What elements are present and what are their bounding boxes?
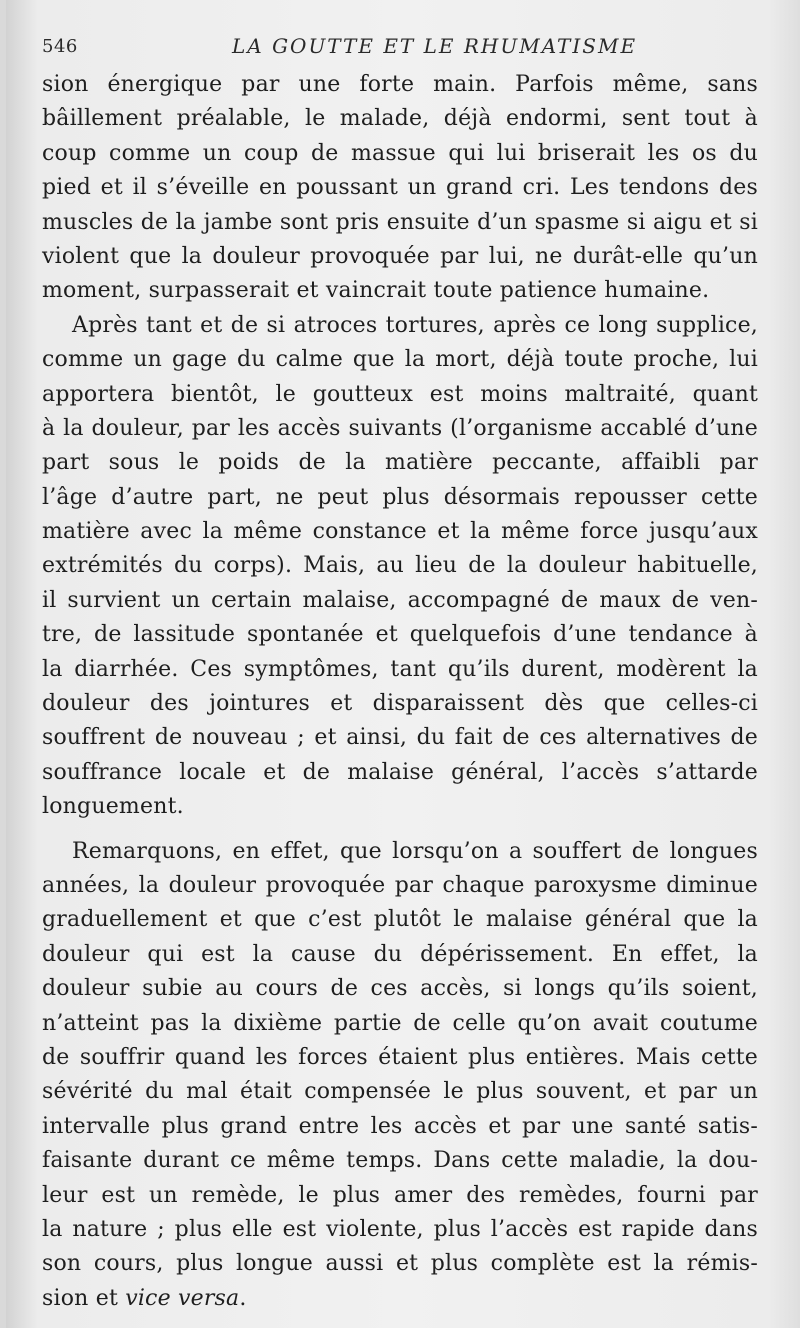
text-line: comme un gage du calme que la mort, déjà toute proche, lui bbox=[42, 347, 758, 373]
paragraph bbox=[42, 309, 758, 825]
page-header bbox=[42, 32, 758, 62]
text-line: bâillement préalable, le malade, déjà endormi, sent tout à bbox=[42, 106, 758, 132]
text-line: apportera bientôt, le goutteux est moins maltraité, quant bbox=[42, 381, 758, 407]
text-line: matière avec la même constance et la même force jusqu’aux bbox=[42, 519, 758, 545]
text-line: souffrent de nouveau ; et ainsi, du fait de ces alternatives de bbox=[42, 725, 758, 751]
text-line: sévérité du mal était compensée le plus souvent, et par un bbox=[42, 1079, 758, 1105]
text-line: sion énergique par une forte main. Parfois même, sans bbox=[42, 72, 758, 97]
text-line: leur est un remède, le plus amer des remèdes, fourni par bbox=[42, 1182, 758, 1208]
book-page bbox=[6, 0, 800, 1328]
text-line: douleur qui est la cause du dépérissement. En effet, la bbox=[42, 941, 758, 967]
text-line: moment, surpasserait et vaincrait toute patience humaine. bbox=[42, 278, 710, 304]
text-line: faisante durant ce même temps. Dans cette maladie, la dou- bbox=[42, 1148, 758, 1174]
text-line: tre, de lassitude spontanée et quelquefois d’une tendance à bbox=[42, 622, 758, 648]
text-line: pied et il s’éveille en poussant un grand cri. Les tendons des bbox=[42, 175, 758, 201]
text-line: n’atteint pas la dixième partie de celle qu’on avait coutume bbox=[42, 1010, 758, 1036]
text-line: Remarquons, en effet, que lorsqu’on a souffert de longues bbox=[72, 838, 758, 864]
closing-line-italic: vice versa bbox=[125, 1285, 240, 1311]
text-line: part sous le poids de la matière peccante, affaibli par bbox=[42, 450, 758, 476]
paragraph bbox=[42, 835, 758, 1316]
text-line: l’âge d’autre part, ne peut plus désormais repousser cette bbox=[42, 484, 758, 510]
closing-line bbox=[42, 1282, 758, 1316]
text-line: à la douleur, par les accès suivants (l’organisme accablé d’une bbox=[42, 415, 758, 441]
text-line: son cours, plus longue aussi et plus complète est la rémis- bbox=[42, 1251, 758, 1277]
text-line: muscles de la jambe sont pris ensuite d’un spasme si aigu et si bbox=[42, 209, 758, 235]
text-line: extrémités du corps). Mais, au lieu de la douleur habituelle, bbox=[42, 553, 758, 579]
text-line: de souffrir quand les forces étaient plus entières. Mais cette bbox=[42, 1044, 758, 1070]
text-line: la nature ; plus elle est violente, plus l’accès est rapide dans bbox=[42, 1216, 758, 1242]
page-number: 546 bbox=[42, 36, 78, 57]
paragraph-spacer bbox=[42, 825, 758, 835]
text-line: douleur subie au cours de ces accès, si longs qu’ils soient, bbox=[42, 976, 758, 1002]
text-line: douleur des jointures et disparaissent dès que celles-ci bbox=[42, 691, 758, 717]
text-line: graduellement et que c’est plutôt le malaise général que la bbox=[42, 907, 758, 933]
text-line: longuement. bbox=[42, 794, 184, 820]
text-line: la diarrhée. Ces symptômes, tant qu’ils durent, modèrent la bbox=[42, 656, 758, 682]
text-line: souffrance locale et de malaise général, l’accès s’attarde bbox=[42, 759, 758, 785]
text-line: il survient un certain malaise, accompagné de maux de ven- bbox=[42, 587, 758, 613]
text-line: coup comme un coup de massue qui lui briserait les os du bbox=[42, 140, 758, 166]
paragraph bbox=[42, 68, 758, 309]
text-line: violent que la douleur provoquée par lui, ne durât-elle qu’un bbox=[42, 243, 758, 269]
body-text bbox=[42, 68, 758, 1316]
text-line: années, la douleur provoquée par chaque paroxysme diminue bbox=[42, 872, 758, 898]
closing-line-start: sion et bbox=[42, 1285, 126, 1311]
text-line: intervalle plus grand entre les accès et par une santé satis- bbox=[42, 1113, 758, 1139]
closing-line-end: . bbox=[239, 1285, 247, 1311]
text-line: Après tant et de si atroces tortures, après ce long supplice, bbox=[72, 312, 758, 338]
running-title: LA GOUTTE ET LE RHUMATISME bbox=[232, 34, 638, 58]
